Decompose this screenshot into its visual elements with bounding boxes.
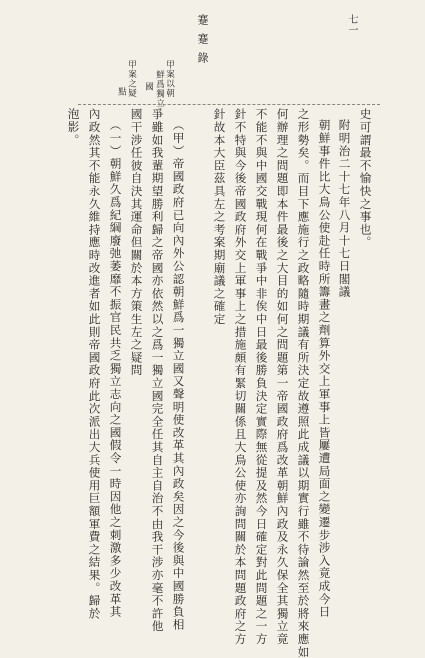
margin-label: 甲案之疑 <box>126 60 137 98</box>
text-column: 內政然其不能永久維持應時改進者如此則帝國政府此次派出大兵使用巨額軍費之結果。歸於 <box>87 108 102 620</box>
text-column: 針故本大臣茲具左之考案期廟議之確定 <box>212 108 227 326</box>
text-column: 何辦理之問題即本件最後之大目的如何之問題第一帝國政府爲改革朝鮮內政及永久保全其獨立竟 <box>275 108 290 646</box>
text-column: （甲）帝國政府已向內外公認朝鮮爲一獨立國又聲明使改革其內政矣因之今後與中國勝負相 <box>171 119 186 631</box>
text-column: 史可謂最不愉快之事也。 <box>358 108 373 249</box>
text-column: 朝鮮事件比大鳥公使赴任時所籌畫之劑算外交上軍事上皆屢遭局面之變遷步涉入竟成今日 <box>317 119 332 619</box>
running-title: 蹇蹇錄 <box>196 14 209 71</box>
margin-label: 甲案以朝 <box>164 60 175 98</box>
text-column: 之形勢矣。而目下應施行之政略隨時期議有所決定故遵照此成議以期實行雖不待論然至於將來應如 <box>296 108 311 658</box>
margin-label: 國 <box>143 82 154 92</box>
text-column: 泡影。 <box>66 108 81 147</box>
text-column: 不能不與中國交戰現何在戰爭中非俟中日最後勝負決定實際無從提及然今日確定對此問題之一方 <box>254 108 269 646</box>
text-column: 爭雖如我輩期望勝利歸之帝國亦依然以之爲一獨立國完全任其自主自治不由我干涉亦毫不許他 <box>150 108 165 633</box>
margin-label: 點 <box>116 87 127 97</box>
text-column: 針不特與今後帝國政府外交上軍事上之措施頗有緊切關係且大鳥公使亦詢問關於本問題政府之方 <box>233 108 248 646</box>
margin-divider <box>78 104 380 105</box>
page-number: 七一 <box>346 14 357 35</box>
margin-label: 鮮爲獨立 <box>154 70 165 108</box>
text-column-heading: 附明治二十七年八月十七日閣議 <box>337 119 352 299</box>
text-column: 國干涉任彼自決其運命但關於本方策生左之疑問 <box>129 108 144 377</box>
text-column: （一）朝鮮久爲紀綱廢弛萎靡不振官民共乏獨立志向之國假令一時因他之刺激多少改革其 <box>108 119 123 619</box>
